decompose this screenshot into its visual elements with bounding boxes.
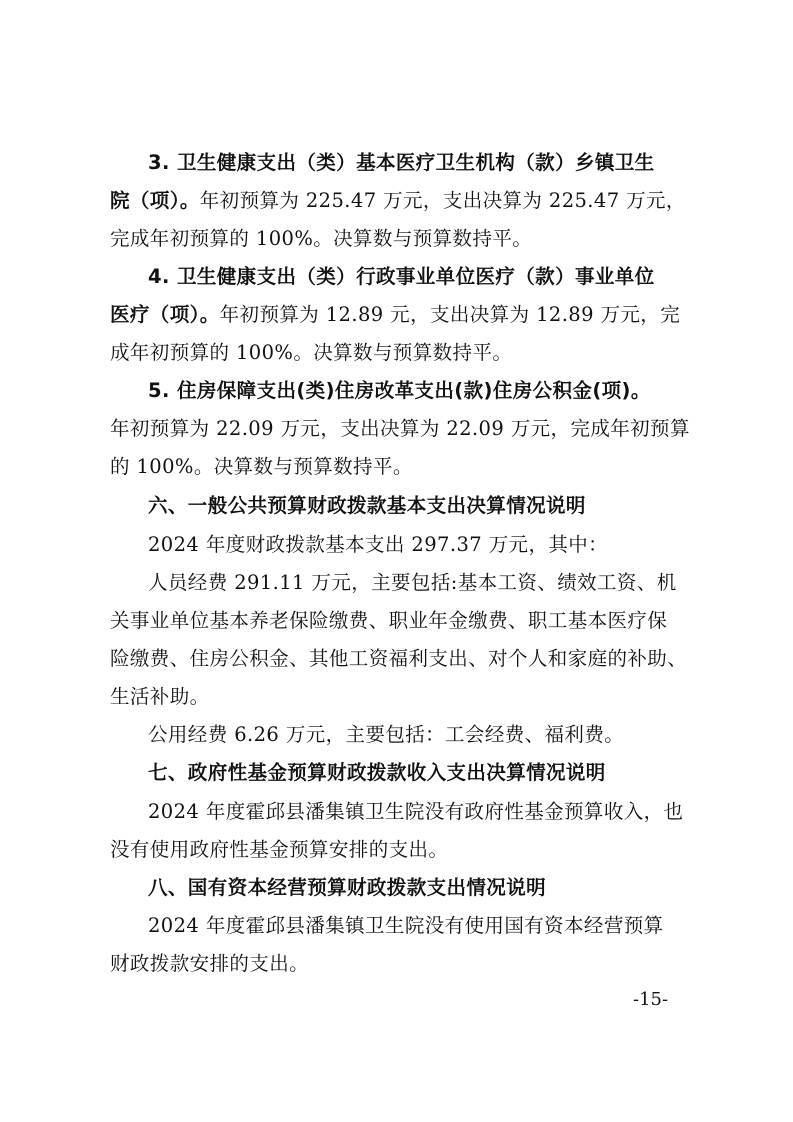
section8-line1: 2024 年度霍邱县潘集镇卫生院没有使用国有资本经营预算 — [148, 914, 664, 937]
item4-line2 — [110, 296, 690, 334]
section7-line1: 2024 年度霍邱县潘集镇卫生院没有政府性基金预算收入，也 — [148, 800, 684, 823]
item3-line2-text: 年初预算为 225.47 万元，支出决算为 225.47 万元， — [199, 189, 686, 212]
item4-line3: 成年初预算的 100%。决算数与预算数持平。 — [110, 341, 513, 364]
item3-title-line1: 3. 卫生健康支出（类）基本医疗卫生机构（款）乡镇卫生 — [148, 151, 655, 174]
section6-p2-line4: 生活补助。 — [110, 685, 210, 708]
page-number: -15- — [633, 989, 669, 1010]
item5-line2: 年初预算为 22.09 万元，支出决算为 22.09 万元，完成年初预算 — [110, 417, 690, 440]
section7-line2: 没有使用政府性基金预算安排的支出。 — [110, 838, 449, 861]
section8-line2: 财政拨款安排的支出。 — [110, 952, 310, 975]
section8-heading: 八、国有资本经营预算财政拨款支出情况说明 — [148, 876, 547, 899]
section6-p2-line3: 险缴费、住房公积金、其他工资福利支出、对个人和家庭的补助、 — [110, 647, 688, 670]
item4-title-line1: 4. 卫生健康支出（类）行政事业单位医疗（款）事业单位 — [148, 265, 655, 288]
section6-paragraph3: 公用经费 6.26 万元，主要包括：工会经费、福利费。 — [148, 723, 625, 746]
item4-title-end: 医疗（项）。 — [110, 303, 220, 326]
section7-heading: 七、政府性基金预算财政拨款收入支出决算情况说明 — [148, 761, 606, 784]
section6-p2-line2: 关事业单位基本养老保险缴费、职业年金缴费、职工基本医疗保 — [110, 609, 668, 632]
section6-paragraph1: 2024 年度财政拨款基本支出 297.37 万元，其中： — [148, 533, 609, 556]
section6-heading: 六、一般公共预算财政拨款基本支出决算情况说明 — [148, 494, 586, 517]
section6-p2-line1: 人员经费 291.11 万元，主要包括:基本工资、绩效工资、机 — [148, 571, 677, 594]
item4-line2-text: 年初预算为 12.89 元，支出决算为 12.89 万元，完 — [219, 303, 681, 326]
item3-line3: 完成年初预算的 100%。决算数与预算数持平。 — [110, 227, 533, 250]
item3-line2 — [110, 182, 690, 220]
item5-title: 5. 住房保障支出(类)住房改革支出(款)住房公积金(项)。 — [148, 379, 651, 402]
item5-line3: 的 100%。决算数与预算数持平。 — [110, 455, 413, 478]
item3-title-end: 院（项）。 — [110, 189, 200, 212]
